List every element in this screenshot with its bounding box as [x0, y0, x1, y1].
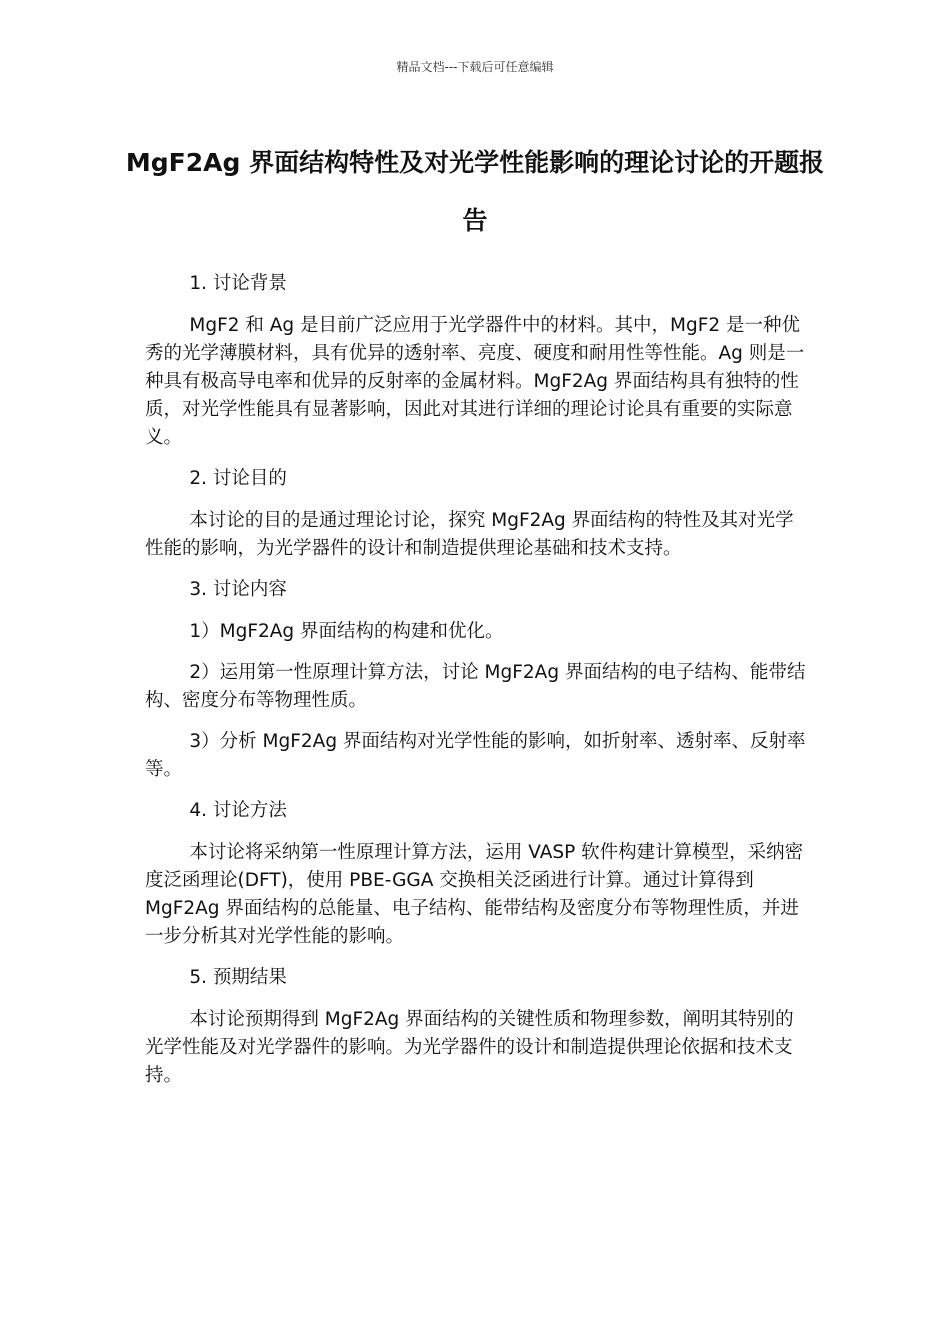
paragraph-method: 本讨论将采纳第一性原理计算方法，运用 VASP 软件构建计算模型，采纳密度泛函理论(DFT)，使用 PBE-GGA 交换相关泛函进行计算。通过计算得到 MgF2Ag 界面结构的总能量、电子结构、能带结构及密度分布等物理性质，并进一步分析其对光学性能的影响。 — [145, 842, 804, 947]
header-note: 精品文档---下载后可任意编辑 — [396, 60, 554, 74]
section-heading-content: 3. 讨论内容 — [189, 579, 287, 600]
content-item-2: 2）运用第一性原理计算方法，讨论 MgF2Ag 界面结构的电子结构、能带结构、密度分布等物理性质。 — [145, 662, 806, 711]
content-item-1: 1）MgF2Ag 界面结构的构建和优化。 — [189, 621, 504, 642]
document-title: MgF2Ag 界面结构特性及对光学性能影响的理论讨论的开题报告 — [125, 148, 825, 235]
content-item-3: 3）分析 MgF2Ag 界面结构对光学性能的影响，如折射率、透射率、反射率等。 — [145, 731, 806, 780]
section-heading-background: 1. 讨论背景 — [189, 273, 287, 294]
document-body — [145, 270, 807, 1103]
paragraph-purpose: 本讨论的目的是通过理论讨论，探究 MgF2Ag 界面结构的特性及其对光学性能的影响，为光学器件的设计和制造提供理论基础和技术支持。 — [145, 510, 794, 559]
section-heading-method: 4. 讨论方法 — [189, 800, 287, 821]
paragraph-background: MgF2 和 Ag 是目前广泛应用于光学器件中的材料。其中，MgF2 是一种优秀的光学薄膜材料，具有优异的透射率、亮度、硬度和耐用性等性能。Ag 则是一种具有极高导电率和优异的反射率的金属材料。MgF2Ag 界面结构具有独特的性质，对光学性能具有显著影响，因此对其进行详细的理论讨论具有重要的实际意义。 — [145, 315, 805, 448]
section-heading-expected-results: 5. 预期结果 — [189, 967, 287, 988]
paragraph-expected-results: 本讨论预期得到 MgF2Ag 界面结构的关键性质和物理参数，阐明其特别的光学性能及对光学器件的影响。为光学器件的设计和制造提供理论依据和技术支持。 — [145, 1009, 794, 1086]
section-heading-purpose: 2. 讨论目的 — [189, 468, 287, 489]
